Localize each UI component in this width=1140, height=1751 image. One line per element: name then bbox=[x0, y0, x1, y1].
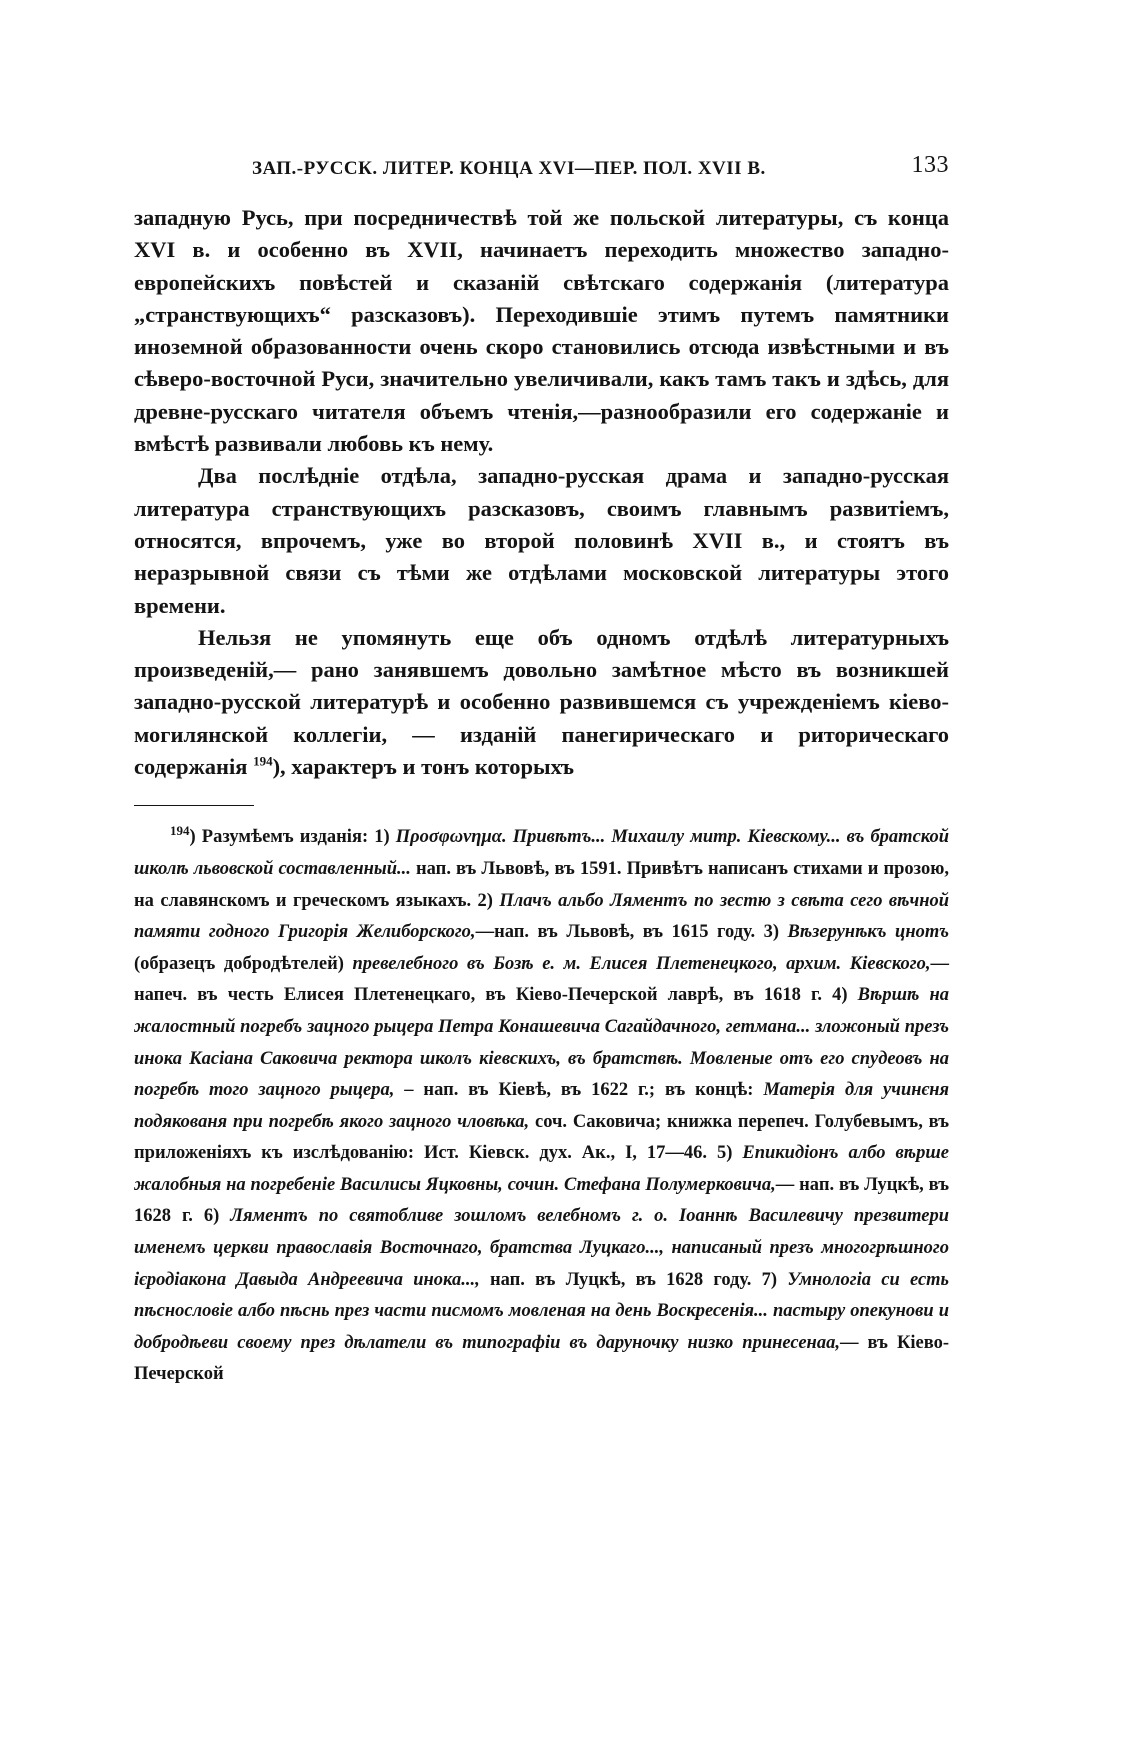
footnote-segment: Плачъ альбо Ляментъ по зестю з свѣта сего вѣчной памяти годного Григорія Желиборского, bbox=[134, 890, 950, 943]
footnote-segment: — нап. въ Луцкѣ, въ 1628 г. 6) bbox=[134, 1174, 949, 1227]
running-head bbox=[134, 150, 949, 186]
paragraph-2: Два послѣдніе отдѣла, западно-русская драма и западно-русская литература странствующихъ разсказовъ, своимъ главнымъ развитіемъ, относятся, впрочемъ, уже во второй половинѣ XVII в., и стоятъ въ неразрывной связи съ тѣми же отдѣлами московской литературы этого времени. bbox=[134, 463, 949, 618]
book-page bbox=[134, 150, 949, 1391]
running-head-title: ЗАП.-РУССК. ЛИТЕР. КОНЦА XVI—ПЕР. ПОЛ. XVII В. bbox=[252, 158, 766, 179]
footnote-reference: 194 bbox=[253, 753, 273, 769]
footnote-segment: Умнологіа си есть пѣснословіе албо пѣснь през части писмомъ мовленая на день Воскресенія... пастыру опекунови и добродѣеви своему през дѣлатели въ типографіи въ даруночку низко принесенаа, bbox=[134, 1269, 950, 1353]
footnote-segment: – нап. въ Кіевѣ, въ 1622 г.; въ концѣ: bbox=[394, 1080, 764, 1101]
footnote-segment: Вѣзерунѣкъ цнотъ bbox=[787, 922, 949, 943]
footnote-marker: 194 bbox=[170, 823, 190, 839]
footnote-segment: нап. въ Луцкѣ, въ 1628 году. 7) bbox=[479, 1269, 788, 1290]
footnote-segment: соч. Саковича; книжка перепеч. Голубевымъ, въ приложеніяхъ къ изслѣдованію: Ист. Кіевск. дух. Ак., I, 17—46. 5) bbox=[134, 1111, 949, 1164]
paragraph-1: западную Русь, при посредничествѣ той же польской литературы, съ конца XVI в. и особенно въ XVII, начинаетъ переходить множество западно-европейскихъ повѣстей и сказаній свѣтскаго содержанія (литература „странствующихъ“ разсказовъ). Переходившіе этимъ путемъ памятники иноземной образованности очень скоро становились отсюда извѣстными и въ сѣверо-восточной Руси, значительно увеличивали, какъ тамъ такъ и здѣсь, для древне-русскаго читателя объемъ чтенія,—разнообразили его содержаніе и вмѣстѣ развивали любовь къ нему. bbox=[134, 205, 949, 457]
footnote bbox=[134, 822, 949, 1391]
paragraph-3-text-end: ), характеръ и тонъ которыхъ bbox=[272, 754, 575, 780]
main-text bbox=[134, 202, 949, 783]
footnote-segment: — въ Кіево-Печерской bbox=[134, 1332, 950, 1385]
footnote-segment: —нап. въ Львовѣ, въ 1615 году. 3) bbox=[475, 922, 788, 943]
footnote-divider bbox=[134, 805, 254, 806]
page-number: 133 bbox=[911, 152, 949, 178]
footnote-segment: Προσφωνημα. Привѣтъ... Михаилу митр. Кіевскому... въ братской школѣ львовской составленный... bbox=[134, 827, 949, 879]
footnote-segment: превелебного въ Бозѣ е. м. Елисея Плетенецкого, архим. Кіевского, bbox=[352, 953, 931, 974]
footnote-segment: Матерія для учинєня подякованя при погребѣ якого зацного чловѣка, bbox=[134, 1080, 949, 1132]
footnote-segment: Епикидіонъ албо вѣрше жалобныя на погребеніе Василисы Яцковны, сочин. Стефана Полумерковича, bbox=[134, 1143, 949, 1195]
footnote-segment: Ляментъ по святобливе зошломъ велебномъ г. о. Іоаннѣ Василевичу презвитери именемъ церкви православія Восточнаго, братства Луцкаго..., написаный презъ многогрѣшного ієродіакона Давыда Андреевича инока..., bbox=[134, 1206, 949, 1290]
footnote-segment: (образецъ добродѣтелей) bbox=[134, 953, 353, 974]
footnote-segment: —напеч. въ честь Елисея Плетенецкаго, въ Кіево-Печерской лаврѣ, въ 1618 г. 4) bbox=[134, 953, 949, 1006]
footnote-segment: Вѣршѣ на жалостный погребъ зацного рыцера Петра Конашевича Сагайдачного, гетмана... зложоный презъ инока Касіана Саковича ректора школъ кіевскихъ, въ братствѣ. Мовленые отъ его спудеовъ на погребѣ того зацного рыцера, bbox=[134, 985, 949, 1101]
footnote-segment: нап. въ Львовѣ, въ 1591. Привѣтъ написанъ стихами и прозою, на славянскомъ и греческомъ языкахъ. 2) bbox=[134, 858, 949, 911]
footnote-segment: ) Разумѣемъ изданія: 1) bbox=[189, 827, 396, 848]
paragraph-3 bbox=[134, 622, 949, 783]
paragraph-3-text: Нельзя не упомянуть еще объ одномъ отдѣлѣ литературныхъ произведеній,— рано занявшемъ довольно замѣтное мѣсто въ возникшей западно-русской литературѣ и особенно развившемся съ учрежденіемъ кіево-могилянской коллегіи, — изданій панегирическаго и риторическаго содержанія bbox=[134, 624, 949, 780]
